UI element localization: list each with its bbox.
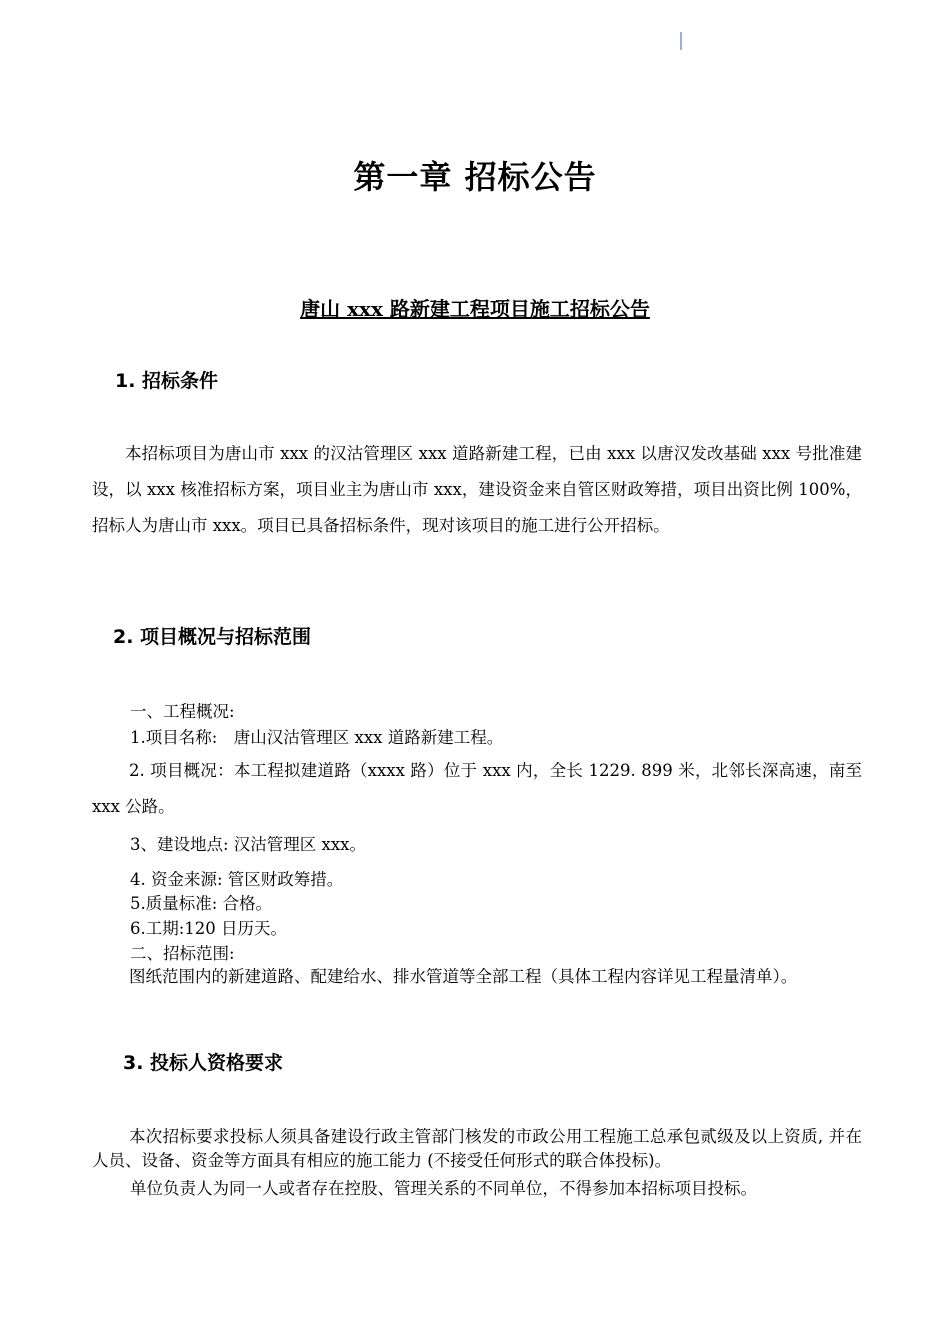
- section-3-paragraph-1: 本次招标要求投标人须具备建设行政主管部门核发的市政公用工程施工总承包贰级及以上资质, 并在人员、设备、资金等方面具有相应的施工能力 (不接受任何形式的联合体投标)。: [92, 1127, 862, 1170]
- announcement-title: 唐山 xxx 路新建工程项目施工招标公告: [300, 297, 650, 321]
- chapter-title: 第一章 招标公告: [353, 158, 597, 196]
- section-heading-2: 2. 项目概况与招标范围: [113, 626, 312, 648]
- overview-label: 一、工程概况:: [130, 702, 235, 721]
- section-heading-1: 1. 招标条件: [115, 370, 219, 392]
- scope-label: 二、招标范围:: [130, 944, 235, 963]
- overview-item-5: 5.质量标准: 合格。: [130, 894, 273, 913]
- overview-item-4: 4. 资金来源: 管区财政筹措。: [130, 870, 344, 889]
- overview-item-2: 2. 项目概况：本工程拟建道路（xxxx 路）位于 xxx 内，全长 1229. 899 米，北邻长深高速，南至 xxx 公路。: [92, 761, 862, 816]
- section-1-paragraph: 本招标项目为唐山市 xxx 的汉沽管理区 xxx 道路新建工程，已由 xxx 以唐汉发改基础 xxx 号批准建设，以 xxx 核准招标方案，项目业主为唐山市 xxx，建设资金来自管区财政筹措，项目出资比例 100%，招标人为唐山市 xxx。项目已具备招标条件，现对该项目的施工进行公开招标。: [92, 444, 862, 535]
- text-cursor: [680, 32, 682, 50]
- section-3-paragraph-2: 单位负责人为同一人或者存在控股、管理关系的不同单位，不得参加本招标项目投标。: [130, 1179, 757, 1198]
- scope-text: 图纸范围内的新建道路、配建给水、排水管道等全部工程（具体工程内容详见工程量清单）。: [129, 967, 798, 986]
- overview-item-6: 6.工期:120 日历天。: [130, 919, 288, 938]
- overview-item-1: 1.项目名称: 唐山汉沽管理区 xxx 道路新建工程。: [130, 728, 504, 747]
- section-heading-3: 3. 投标人资格要求: [123, 1052, 284, 1074]
- overview-item-3: 3、建设地点: 汉沽管理区 xxx。: [130, 835, 366, 854]
